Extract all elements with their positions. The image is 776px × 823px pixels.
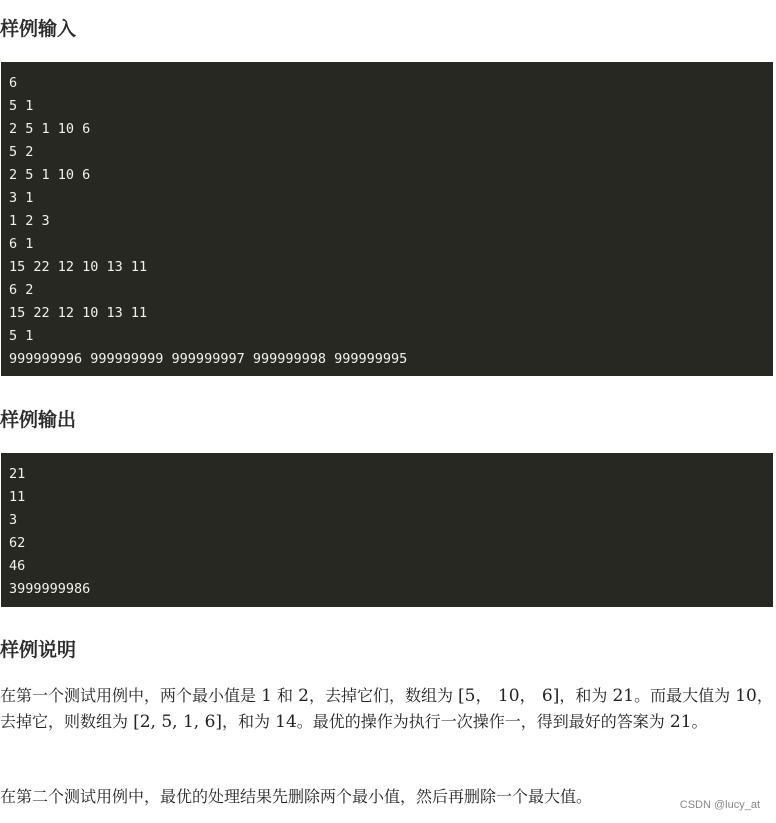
- text-run: ，去掉它，则数组为: [0, 686, 773, 731]
- text-run: 。: [691, 712, 708, 731]
- code-line: 6: [9, 75, 18, 91]
- code-line: 3 1: [9, 190, 34, 206]
- code-line: 3999999986: [9, 581, 91, 597]
- explanation-paragraph-2: 在第二个测试用例中，最优的处理结果先删除两个最小值，然后再删除一个最大值。: [0, 787, 593, 806]
- csdn-watermark: CSDN @lucy_at: [679, 799, 760, 811]
- code-line: 999999996 999999999 999999997 999999998 999999995: [9, 351, 408, 367]
- math-array: [5， 10， 6]: [458, 686, 560, 706]
- text-run: ，和为: [559, 686, 613, 705]
- code-line: 11: [9, 489, 26, 505]
- code-line: 2 5 1 10 6: [9, 167, 91, 183]
- code-line: 21: [9, 466, 26, 482]
- code-line: 15 22 12 10 13 11: [9, 305, 148, 321]
- code-line: 5 2: [9, 144, 34, 160]
- text-run: 在第一个测试用例中，两个最小值是: [0, 686, 262, 705]
- code-line: 62: [9, 535, 26, 551]
- math-value: 10: [735, 686, 757, 706]
- math-value: 21: [612, 686, 635, 706]
- math-value: 1: [261, 686, 272, 706]
- text-run: ，去掉它们，数组为: [308, 686, 459, 705]
- text-run: 。最优的操作为执行一次操作一，得到最好的答案为: [296, 712, 670, 731]
- sample-input-heading: 样例输入: [0, 18, 77, 40]
- code-line: 5 1: [9, 328, 34, 344]
- math-value: 21: [669, 712, 692, 732]
- sample-output-code-block: [1, 453, 773, 607]
- sample-input-code-block: [1, 62, 773, 376]
- text-run: 。而最大值为: [634, 686, 736, 705]
- code-line: 5 1: [9, 98, 34, 114]
- code-line: 15 22 12 10 13 11: [9, 259, 148, 275]
- sample-explanation-heading: 样例说明: [0, 639, 77, 661]
- math-value: 2: [298, 686, 309, 706]
- explanation-paragraph-1: [0, 683, 776, 735]
- code-line: 6 2: [9, 282, 34, 298]
- sample-output-heading: 样例输出: [0, 409, 77, 431]
- math-array: [2, 5, 1, 6]: [133, 712, 223, 732]
- text-run: 和: [271, 686, 299, 705]
- code-line: 3: [9, 512, 18, 528]
- code-line: 2 5 1 10 6: [9, 121, 91, 137]
- math-value: 14: [275, 712, 297, 732]
- code-line: 1 2 3: [9, 213, 50, 229]
- text-run: ，和为: [222, 712, 276, 731]
- code-line: 46: [9, 558, 26, 574]
- code-line: 6 1: [9, 236, 34, 252]
